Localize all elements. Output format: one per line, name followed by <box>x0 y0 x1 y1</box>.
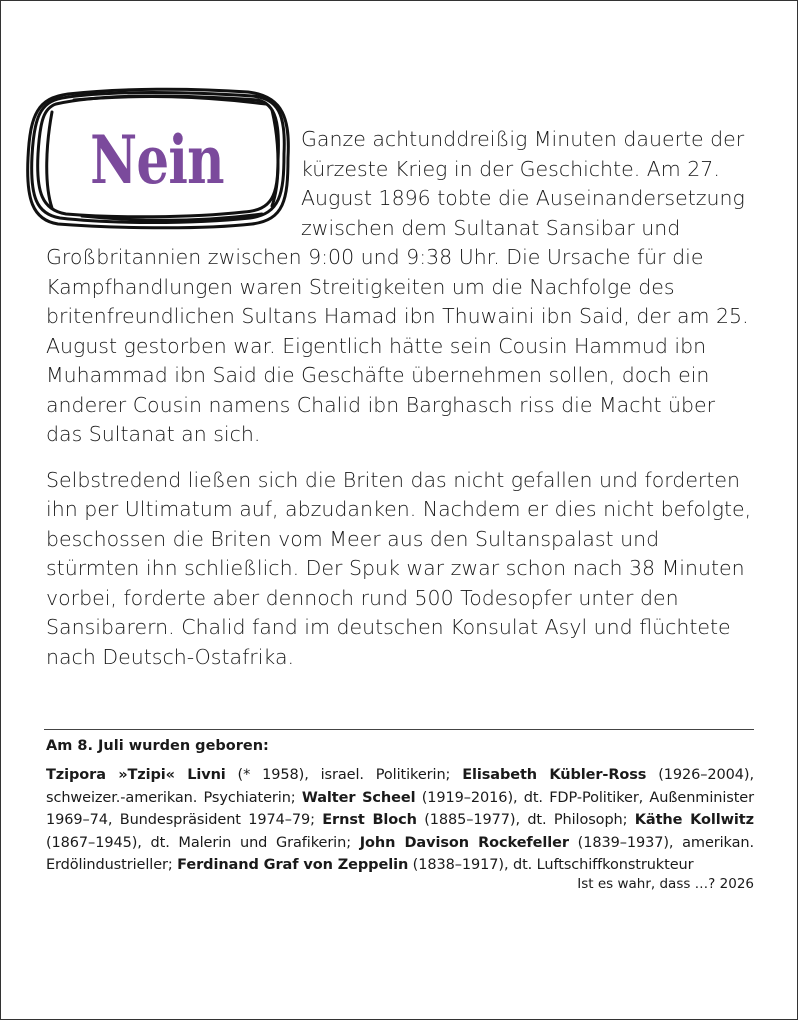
person-desc: (1838–1917), dt. Luftschiffkonstrukteur <box>408 857 694 873</box>
person-name: Tzipora »Tzipi« Livni <box>46 767 226 783</box>
person-desc: (1867–1945), dt. Malerin und Grafikerin; <box>46 834 360 851</box>
person-name: Ernst Bloch <box>322 812 417 828</box>
section-divider <box>44 729 754 730</box>
births-list <box>46 764 754 877</box>
person-name: Ferdinand Graf von Zeppelin <box>177 857 409 873</box>
article-paragraph: Selbstredend ließen sich die Briten das nicht gefallen und forderten ihn per Ultimatum auf, abzudanken. Nachdem er dies nicht befolgte, beschossen die Briten vom Meer aus den Sultanspalast und stürmten ihn schließlich. Der Spuk war zwar schon nach 38 Minuten vorbei, forderte aber dennoch rund 500 Todesopfer unter den Sansibarern. Chalid fand im deutschen Konsulat Asyl und flüchtete nach Deutsch-Ostafrika. <box>46 467 752 669</box>
person-desc: (1839–1937), amerikan. Erdölindustrieller; <box>46 834 754 873</box>
person-name: John Davison Rockefeller <box>359 834 569 851</box>
person-desc: (1926–2004), schweizer.-amerikan. Psychiaterin; <box>46 767 754 806</box>
person-desc: (1919–2016), dt. FDP-Politiker, Außenminister 1969–74, Bundespräsident 1974–79; <box>46 789 754 828</box>
article-body <box>46 125 756 672</box>
answer-word: Nein <box>90 121 224 199</box>
footer-source: Ist es wahr, dass …? 2026 <box>577 876 754 892</box>
births-title: Am 8. Juli wurden geboren: <box>46 738 269 754</box>
person-name: Walter Scheel <box>301 789 416 806</box>
person-desc: (1885–1977), dt. Philosoph; <box>416 812 635 828</box>
person-desc: (* 1958), israel. Politikerin; <box>225 767 463 783</box>
person-name: Elisabeth Kübler-Ross <box>462 767 647 783</box>
badge-spacer <box>46 125 301 240</box>
article-paragraph: Ganze achtunddreißig Minuten dauerte der kürzeste Krieg in der Geschichte. Am 27. August 1896 tobte die Auseinandersetzung zwischen dem Sultanat Sansibar und Großbritannien zwischen 9:00 und 9:38 Uhr. Die Ursache für die Kampfhandlungen waren Streitigkeiten um die Nachfolge des britenfreundlichen Sultans Hamad ibn Thuwaini ibn Said, der am 25. August gestorben war. Eigentlich hätte sein Cousin Hammud ibn Muhammad ibn Said die Geschäfte übernehmen sollen, doch ein anderer Cousin namens Chalid ibn Barghasch riss die Macht über das Sultanat an sich. <box>46 127 749 446</box>
person-name: Käthe Kollwitz <box>634 812 754 828</box>
